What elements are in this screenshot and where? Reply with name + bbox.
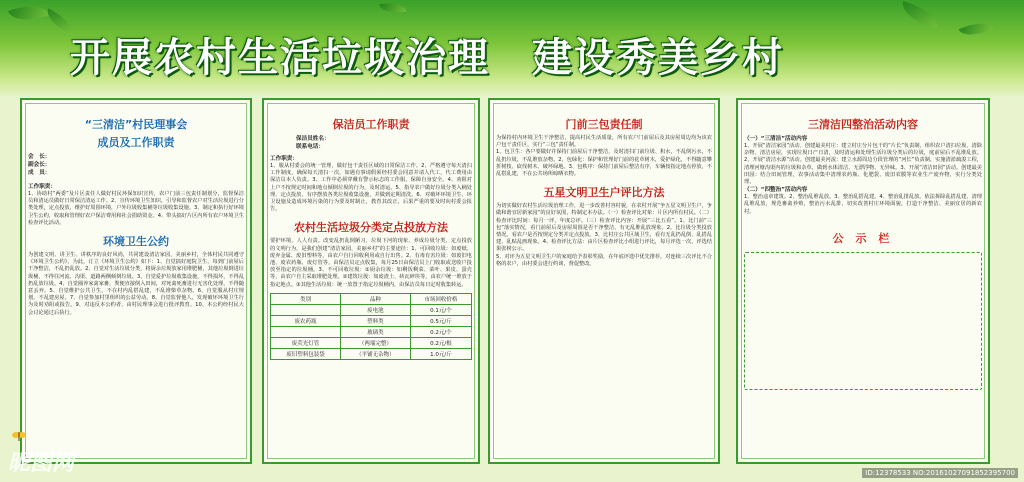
table-cell: 废农药瓶 xyxy=(271,315,341,326)
table-row xyxy=(271,348,472,359)
name-label: 保洁员姓名： xyxy=(296,136,330,142)
panel-title: 保洁员工作职责 xyxy=(332,118,410,131)
fix-text: 1、整治违章建筑。2、整治乱堆乱放。3、整治乱搭乱建。4、整治乱排乱放。依法拆除乱搭乱建，清理乱堆乱放，规范畜禽养殖，整治污水乱排，切实改善村庄环境面貌，打造干净整洁、美丽宜居的新农村。 xyxy=(744,194,982,215)
duty-label: 工作职责： xyxy=(270,156,298,162)
member-label: 会 长： xyxy=(28,154,51,160)
panel-cleaner xyxy=(262,98,480,464)
table-cell: （平铺无杂物） xyxy=(340,348,410,359)
table-cell: 1.0元/斤 xyxy=(410,348,471,359)
table-cell: （两端完整） xyxy=(340,337,410,348)
panel-title: “三清洁”村民理事会 xyxy=(84,118,188,131)
table-cell: 0.1元/个 xyxy=(410,304,471,315)
notice-title: 公 示 栏 xyxy=(832,231,894,245)
table-cell: 0.2元/个 xyxy=(410,326,471,337)
table-row xyxy=(271,337,472,348)
member-label: 副会长： xyxy=(28,162,51,168)
panel-three-guarantees xyxy=(488,98,720,464)
page-title: 开展农村生活垃圾治理 建设秀美乡村 xyxy=(70,35,784,81)
table-header: 品种 xyxy=(340,293,410,304)
phone-label: 联系电话： xyxy=(296,144,324,150)
rules-text: 1、包卫生：各户要做好并保持门前屋后干净整洁，及时清扫门前垃圾、积水，不乱倒污水，不乱扔垃圾，不乱堆放杂物。2、包绿化：保护和管理好门前的花草树木，爱护绿化，不得随意攀折树枝、砍伐树木、破坏绿地。3、包秩序：保持门前屋后整洁有序，车辆按指定地点停放，不乱搭乱建，不在公共场所晾晒衣物。 xyxy=(496,149,712,178)
table-row xyxy=(271,304,472,315)
table-cell: 废电池 xyxy=(340,304,410,315)
duty-text: 1、协助村“两委”及片区责任人做好村民环保知识宣传，农户门前三包责任制划分，监督保洁员和清运员做好日常保洁清运工作。2、宣传环境卫生知识，引导和监督农户对生活垃圾进行分类处理，定点投放，维护好周围环境，户外垃圾收集桶等垃圾收集设施。3、制定和执行好环境卫生公约，收取和管理好农户保洁费用和社会捐助资金。4、带头搞好片区内所有农户环境卫生检查评比活动。 xyxy=(28,191,244,226)
table-cell: 塑料类 xyxy=(340,315,410,326)
notice-board xyxy=(744,252,982,390)
method-text: 要护环境，人人有责。改变乱扔乱倒陋习，垃圾下河的现象，养成垃圾分类、定点投放的文明行为，是我们创建“清洁家园，美丽乡村”的主要途径：1、可回收垃圾：如废纸、废弃金属、废旧塑料等，由农户自行回收利用或自行出售。2、有毒有害垃圾：如废旧电池、废农药瓶、废灯管等，由保洁员定点收集，每月25日由保洁员上门收取或送收户投放至指定的垃圾桶。3、不可回收垃圾：①厨余垃圾：如剩饭剩菜、菜叶、果皮、蛋壳等，由农户自主采取堆肥处理。②建筑垃圾：如废渣土、砖瓦碎块等，由农户统一堆放于指定地点。③其他生活垃圾：统一放置于指定垃圾桶内，由保洁员每日定时收集转运。 xyxy=(270,238,472,288)
section-title: 五星文明卫生户评比方法 xyxy=(543,186,665,200)
panel-title: 门前三包责任制 xyxy=(565,118,643,131)
table-cell: 废荧光灯管 xyxy=(271,337,341,348)
table-cell xyxy=(271,326,341,337)
table-row xyxy=(271,315,472,326)
section-title: 环境卫生公约 xyxy=(103,235,169,249)
duty-text: 1、服从村委会的统一管理，做好包干责任区域的日常保洁工作。2、严格遵守每天清扫工作制度，确保每天清扫一次，如遇有事请假须经村委会同意并请人代工，代工费用由保洁员本人负责。3、工作中必须穿戴有警示标志的工作服，保障自身安全。4、劝阻对上户不按规定时间和地点倾倒垃圾的行为，及时清运。5、指导农户做好垃圾分类入桶处理，定点投放，有序摆放各类垃圾收集设施，并做到定期清洗。6、对破坏环境卫生、环卫设施及造成环境污染的行为要及时制止，教育其改正，后果严重的要及时向村委会报告。 xyxy=(270,163,472,213)
intro-text: 为保持村内环境卫生干净整洁，提高村民生活质量，所有农户门前屋后及其房屋周边均为该农户包干责任区，实行“三包”责任制。 xyxy=(496,135,712,149)
butterfly-icon xyxy=(12,430,26,442)
extra-text: 5、对评为五星文明卫生户的家庭给予表彰奖励，在年底评选中优先推荐。对连续三次评比不合格的农户，由村委会进行约谈，督促整改。 xyxy=(496,253,712,267)
recycle-price-table xyxy=(270,293,472,360)
member-label: 成 员： xyxy=(28,170,51,176)
table-cell: 废旧塑料包装袋 xyxy=(271,348,341,359)
subsection-title: （二）“四整治”活动内容 xyxy=(744,187,808,194)
section-title: 农村生活垃圾分类定点投放方法 xyxy=(294,221,448,235)
table-row xyxy=(271,326,472,337)
watermark-id: ID:12378533 NO:20161027091852395700 xyxy=(862,468,1018,478)
table-cell: 玻璃类 xyxy=(340,326,410,337)
method-text: 为切实做好农村生活垃圾治理工作，进一步改善村容村貌，在农村开展“争五星文明卫生户，争做和谐宜居新家园”的良好氛围，特制定本办法。（一）检查评比对象：片区内所有村民。（二）检查评比时间：每月一评，年度总评。（三）检查评比内容：开展“三比五看”。1、比门前“三包”落实情况，看门前屋后及房屋周围是否干净整洁，有无乱堆乱放现象。2、比垃圾分类投放情况，看农户是否按规定分类并定点投放。3、比村庄公共区域卫生，看有无乱扔乱倒、乱搭乱建、乱贴乱画现象。4、检查评比方法：由片区检查评比小组进行评比，每月评选一次，评选结果张榜公示。 xyxy=(496,203,712,253)
panel-activities xyxy=(736,98,990,464)
table-cell: 0.2元/根 xyxy=(410,337,471,348)
duty-label: 工作职责： xyxy=(28,184,56,190)
clean-text: 1、开展“清洁家园”活动。创建最美村庄：建立村庄分片包干的“片长”负责制，组织农户清扫垃圾、清除杂物、清洁房屋，实现垃圾日产日清，及时清运和处理生活垃圾分类后的垃圾，庭前屋后不乱堆乱放。2、开展“清洁水源”活动。创建最美河流：建立水源周边分段管理的“河长”负责制，实施清淤疏浚工程，清理河塘沟渠内的垃圾和杂草，做到水体清洁、无漂浮物、无异味。3、开展“清洁田园”活动。创建最美田园：结合田间管理，农事活动集中清理农药瓶、化肥袋、废旧农膜等农业生产废弃物，实行分类处理。 xyxy=(744,143,982,186)
table-cell xyxy=(271,304,341,315)
panel-subtitle: 成员及工作职责 xyxy=(97,136,175,149)
table-header-row xyxy=(271,293,472,304)
table-header: 市场回收价格 xyxy=(410,293,471,304)
panel-committee xyxy=(20,98,252,464)
panel-title: 三清洁四整治活动内容 xyxy=(808,118,918,131)
subsection-title: （一）“三清洁”活动内容 xyxy=(744,136,808,142)
table-header: 类别 xyxy=(271,293,341,304)
pact-text: 为创建文明、讲卫生、讲秩序的良好风尚，共同建设清洁家园，美丽乡村，全体村民共同遵守《环境卫生公约》，为此，订立《环境卫生公约》如下：1、自觉搞好庭院卫生，每到门前屋后干净整洁，不乱扔乱放。2、自觉对生活垃圾分类，将厨余垃圾放家用堆肥桶，其他垃圾倒进垃圾桶，不得往河流、沟渠、道路两侧倾倒垃圾。3、自觉爱护垃圾收集设施，不得损坏，不得乱扔乱放垃圾。4、自觉圈养家禽家畜，粪便直接倒入田间，对死禽死畜进行无害化处理，不得随意丢弃。5、自觉维护公共卫生，不在村内乱搭乱建，不乱堆柴草杂物。6、自觉服从村庄规划，不乱建房屋。7、自觉参加村里组织的公益劳动。8、自觉监督他人，发现破坏环境卫生行为及时劝阻或报告。9、对违反本公约者，由村民理事会进行批评教育。10、本公约经村民大会讨论通过后执行。 xyxy=(28,252,244,316)
watermark-brand: 昵图网 xyxy=(8,451,75,476)
table-cell: 0.5元/斤 xyxy=(410,315,471,326)
